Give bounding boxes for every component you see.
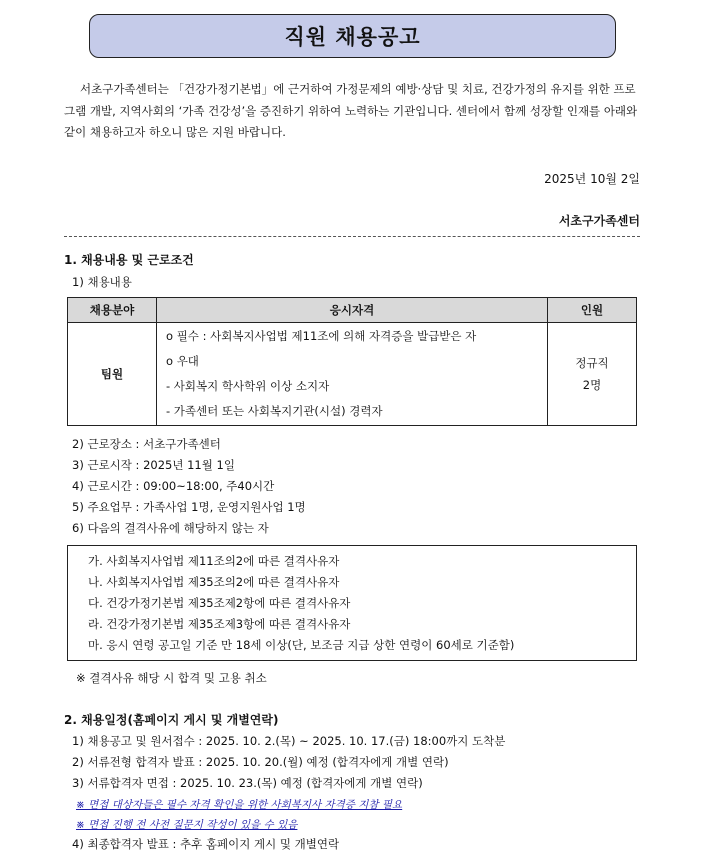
header-count: 인원 <box>548 298 637 323</box>
announcement-date: 2025년 10월 2일 <box>544 172 640 186</box>
schedule-item-final: 4) 최종합격자 발표 : 추후 홈페이지 게시 및 개별연락 <box>72 837 340 851</box>
condition-hours: 4) 근로시간 : 09:00~18:00, 주40시간 <box>72 479 275 493</box>
disqualification-note: ※ 결격사유 해당 시 합격 및 고용 취소 <box>76 671 267 685</box>
divider <box>64 236 640 237</box>
disqualification-item: 가. 사회복지사업법 제11조의2에 따른 결격사유자 <box>88 554 340 568</box>
disqualification-item: 마. 응시 연령 공고일 기준 만 18세 이상(단, 보조금 지급 상한 연령이 60세로 기준함) <box>88 638 515 652</box>
schedule-item: 2) 서류전형 합격자 발표 : 2025. 10. 20.(월) 예정 (합격자에게 개별 연락) <box>72 755 449 769</box>
intro-text: 서초구가족센터는 「건강가정기본법」에 근거하여 가정문제의 예방·상담 및 치료, 건강가정의 유지를 위한 프로그램 개발, 지역사회의 ‘가족 건강성’을 증진하기 위하여 노력하는 기관입니다. 센터에서 함께 성장할 인재를 아래와 같이 채용하고자 하오니 많은 지원 바랍니다. <box>64 82 638 139</box>
qualification-cell <box>157 323 548 426</box>
disqualification-box <box>67 545 637 661</box>
qualification-preferred: o 우대 <box>166 354 199 368</box>
disqualification-item: 다. 건강가정기본법 제35조제2항에 따른 결격사유자 <box>88 596 351 610</box>
schedule-item: 3) 서류합격자 면접 : 2025. 10. 23.(목) 예정 (합격자에게 개별 연락) <box>72 776 423 790</box>
count-cell <box>548 323 637 426</box>
disqualification-item: 나. 사회복지사업법 제35조의2에 따른 결격사유자 <box>88 575 340 589</box>
section2-title: 2. 채용일정(홈페이지 게시 및 개별연락) <box>64 713 279 727</box>
condition-start: 3) 근로시작 : 2025년 11월 1일 <box>72 458 235 472</box>
count-type: 정규직 <box>575 356 609 370</box>
page-title: 직원 채용공고 <box>89 14 616 58</box>
interview-note: ※ 면접 진행 전 사전 질문지 작성이 있을 수 있음 <box>76 819 298 831</box>
condition-location: 2) 근로장소 : 서초구가족센터 <box>72 437 221 451</box>
qualification-preferred-experience: - 가족센터 또는 사회복지기관(시설) 경력자 <box>166 404 383 418</box>
interview-note: ※ 면접 대상자들은 필수 자격 확인을 위한 사회복지사 자격증 지참 필요 <box>76 799 403 811</box>
section1-sub1: 1) 채용내용 <box>72 275 132 289</box>
header-qualification: 응시자격 <box>157 298 548 323</box>
intro-paragraph <box>64 79 640 144</box>
header-field: 채용분야 <box>68 298 157 323</box>
qualification-preferred-degree: - 사회복지 학사학위 이상 소지자 <box>166 379 330 393</box>
condition-disqualification: 6) 다음의 결격사유에 해당하지 않는 자 <box>72 521 269 535</box>
qualification-required: o 필수 : 사회복지사업법 제11조에 의해 자격증을 발급받은 자 <box>166 329 477 343</box>
condition-duties: 5) 주요업무 : 가족사업 1명, 운영지원사업 1명 <box>72 500 306 514</box>
disqualification-item: 라. 건강가정기본법 제35조제3항에 따른 결격사유자 <box>88 617 351 631</box>
organization-name: 서초구가족센터 <box>558 214 640 228</box>
schedule-item: 1) 채용공고 및 원서접수 : 2025. 10. 2.(목) ~ 2025. 10. 17.(금) 18:00까지 도착분 <box>72 734 506 748</box>
field-cell: 팀원 <box>68 323 157 426</box>
section1-title: 1. 채용내용 및 근로조건 <box>64 253 194 267</box>
count-number: 2명 <box>582 378 602 392</box>
recruitment-table <box>67 297 637 426</box>
